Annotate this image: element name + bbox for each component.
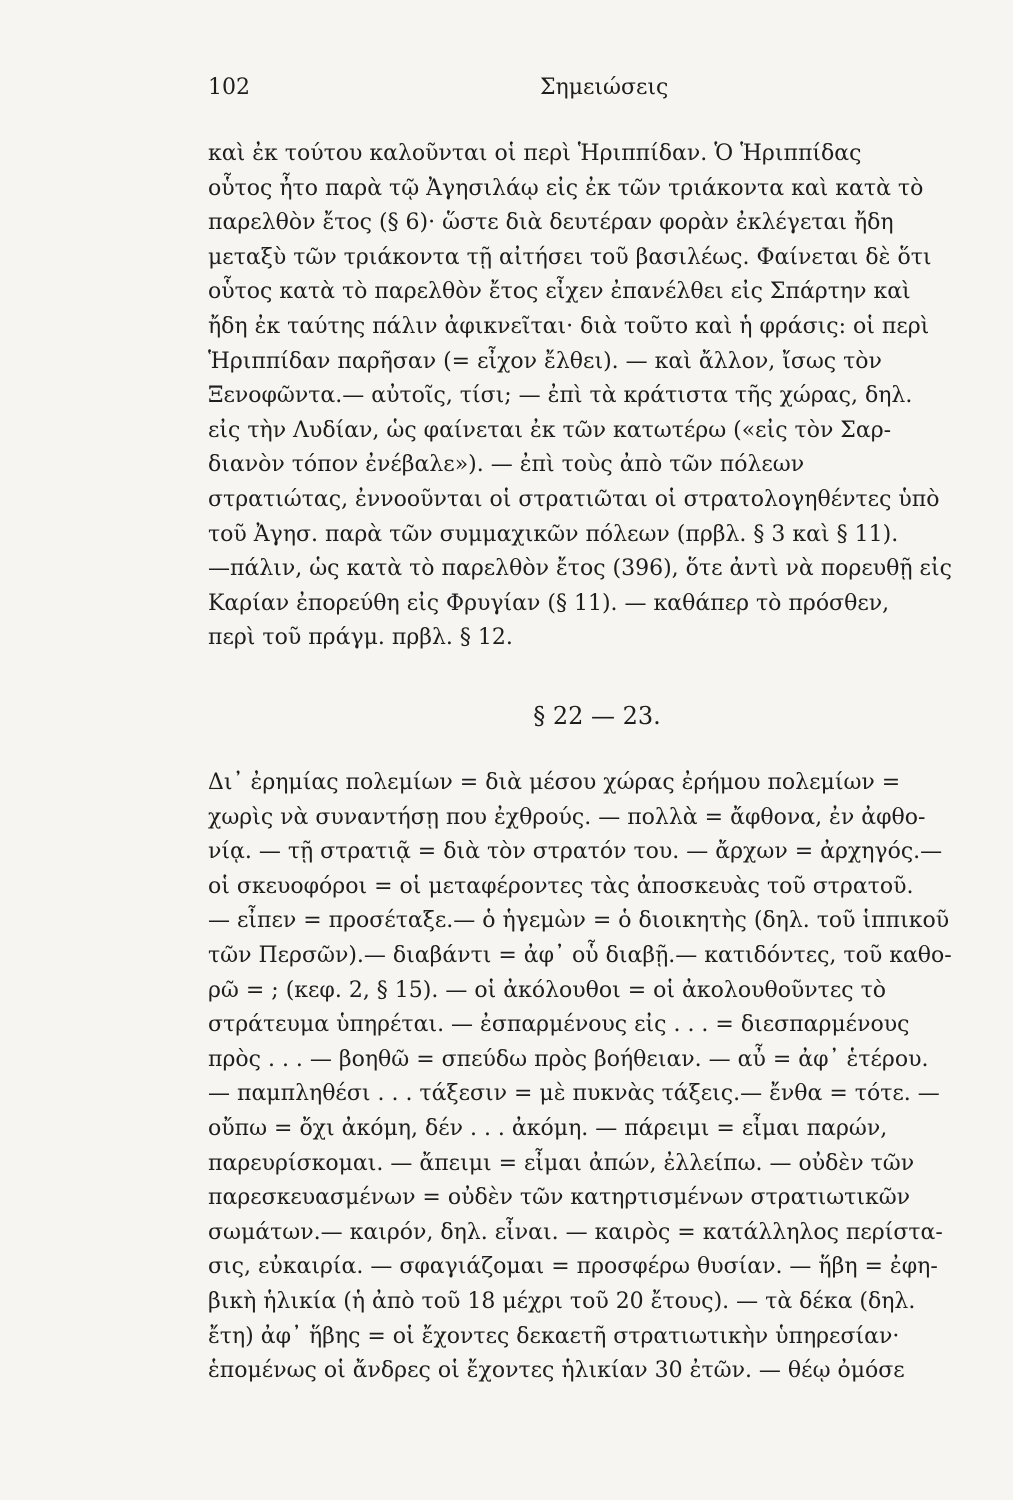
text-line: στρατιώτας, ἐννοοῦνται οἱ στρατιῶται οἱ στρατολογηθέντες ὑπὸ xyxy=(208,486,940,512)
text-line: παρελθὸν ἔτος (§ 6)· ὥστε διὰ δευτέραν φορὰν ἐκλέγεται ἤδη xyxy=(208,210,894,236)
text-line: οὗτος κατὰ τὸ παρελθὸν ἔτος εἶχεν ἐπανέλθει εἰς Σπάρτην καὶ xyxy=(208,279,911,305)
text-line: οἱ σκευοφόροι = οἱ μεταφέροντες τὰς ἀποσκευὰς τοῦ στρατοῦ. xyxy=(208,873,914,899)
text-line: Δι᾿ ἐρημίας πολεμίων = διὰ μέσου χώρας ἐρήμου πολεμίων = xyxy=(208,770,901,795)
text-line: χωρὶς νὰ συναντήσῃ που ἐχθρούς. — πολλὰ = ἄφθονα, ἐν ἀφθο- xyxy=(208,804,926,830)
text-line: σωμάτων.— καιρόν, δηλ. εἶναι. — καιρὸς = κατάλληλος περίστα- xyxy=(208,1219,943,1245)
text-line: ἑπομένως οἱ ἄνδρες οἱ ἔχοντες ἡλικίαν 30 ἐτῶν. — θέῳ ὀμόσε xyxy=(208,1358,905,1384)
text-line: στράτευμα ὑπηρέται. — ἐσπαρμένους εἰς . . . = διεσπαρμένους xyxy=(208,1012,910,1038)
text-line: παρευρίσκομαι. — ἄπειμι = εἶμαι ἀπών, ἐλλείπω. — οὐδὲν τῶν xyxy=(208,1150,915,1176)
text-line: οὗτος ἦτο παρὰ τῷ Ἀγησιλάῳ εἰς ἐκ τῶν τριάκοντα καὶ κατὰ τὸ xyxy=(208,175,924,201)
section-heading: § 22 — 23. xyxy=(533,702,661,730)
text-line: καὶ ἐκ τούτου καλοῦνται οἱ περὶ Ἡριππίδαν. Ὁ Ἡριππίδας xyxy=(208,141,862,166)
text-line: βικὴ ἡλικία (ἡ ἀπὸ τοῦ 18 μέχρι τοῦ 20 ἔτους). — τὰ δέκα (δηλ. xyxy=(208,1288,916,1314)
text-line: περὶ τοῦ πράγμ. πρβλ. § 12. xyxy=(208,625,513,651)
notes-section-2 xyxy=(208,766,986,1389)
text-line: τοῦ Ἀγησ. παρὰ τῶν συμμαχικῶν πόλεων (πρβλ. § 3 καὶ § 11). xyxy=(208,521,899,547)
text-line: οὔπω = ὄχι ἀκόμη, δέν . . . ἀκόμη. — πάρειμι = εἶμαι παρών, xyxy=(208,1115,888,1141)
text-line: — παμπληθέσι . . . τάξεσιν = μὲ πυκνὰς τάξεις.— ἔνθα = τότε. — xyxy=(208,1081,940,1107)
text-line: μεταξὺ τῶν τριάκοντα τῇ αἰτήσει τοῦ βασιλέως. Φαίνεται δὲ ὅτι xyxy=(208,244,932,270)
text-line: τῶν Περσῶν).— διαβάντι = ἀφ᾿ οὗ διαβῇ.— κατιδόντες, τοῦ καθο- xyxy=(208,942,952,968)
text-line: ἤδη ἐκ ταύτης πάλιν ἀφικνεῖται· διὰ τοῦτο καὶ ἡ φράσις: οἱ περὶ xyxy=(208,313,930,339)
text-line: Ἡριππίδαν παρῆσαν (= εἶχον ἔλθει). — καὶ ἄλλον, ἴσως τὸν xyxy=(208,348,882,374)
notes-section-1 xyxy=(208,137,986,656)
page-number: 102 xyxy=(208,75,250,100)
text-line: Ξενοφῶντα.— αὐτοῖς, τίσι; — ἐπὶ τὰ κράτιστα τῆς χώρας, δηλ. xyxy=(208,383,913,409)
text-line: Καρίαν ἐπορεύθη εἰς Φρυγίαν (§ 11). — καθάπερ τὸ πρόσθεν, xyxy=(208,590,890,616)
running-head: Σημειώσεις xyxy=(540,75,669,100)
text-line: — εἶπεν = προσέταξε.— ὁ ἡγεμὼν = ὁ διοικητὴς (δηλ. τοῦ ἱππικοῦ xyxy=(208,908,950,934)
text-line: παρεσκευασμένων = οὐδὲν τῶν κατηρτισμένων στρατιωτικῶν xyxy=(208,1185,911,1211)
text-line: —πάλιν, ὡς κατὰ τὸ παρελθὸν ἔτος (396), ὅτε ἀντὶ νὰ πορευθῇ εἰς xyxy=(208,556,952,582)
text-line: ρῶ = ; (κεφ. 2, § 15). — οἱ ἀκόλουθοι = οἱ ἀκολουθοῦντες τὸ xyxy=(208,977,886,1003)
text-line: διανὸν τόπον ἐνέβαλε»). — ἐπὶ τοὺς ἀπὸ τῶν πόλεων xyxy=(208,452,805,478)
text-line: εἰς τὴν Λυδίαν, ὡς φαίνεται ἐκ τῶν κατωτέρω («εἰς τὸν Σαρ- xyxy=(208,417,892,443)
text-line: ἔτη) ἀφ᾿ ἥβης = οἱ ἔχοντες δεκαετῆ στρατιωτικὴν ὑπηρεσίαν· xyxy=(208,1323,900,1349)
text-line: νίᾳ. — τῇ στρατιᾷ = διὰ τὸν στρατόν του. — ἄρχων = ἀρχηγός.— xyxy=(208,839,943,865)
page-header xyxy=(208,75,983,107)
text-line: σις, εὐκαιρία. — σφαγιάζομαι = προσφέρω θυσίαν. — ἥβη = ἐφη- xyxy=(208,1254,938,1280)
text-line: πρὸς . . . — βοηθῶ = σπεύδω πρὸς βοήθειαν. — αὖ = ἀφ᾿ ἑτέρου. xyxy=(208,1046,929,1072)
